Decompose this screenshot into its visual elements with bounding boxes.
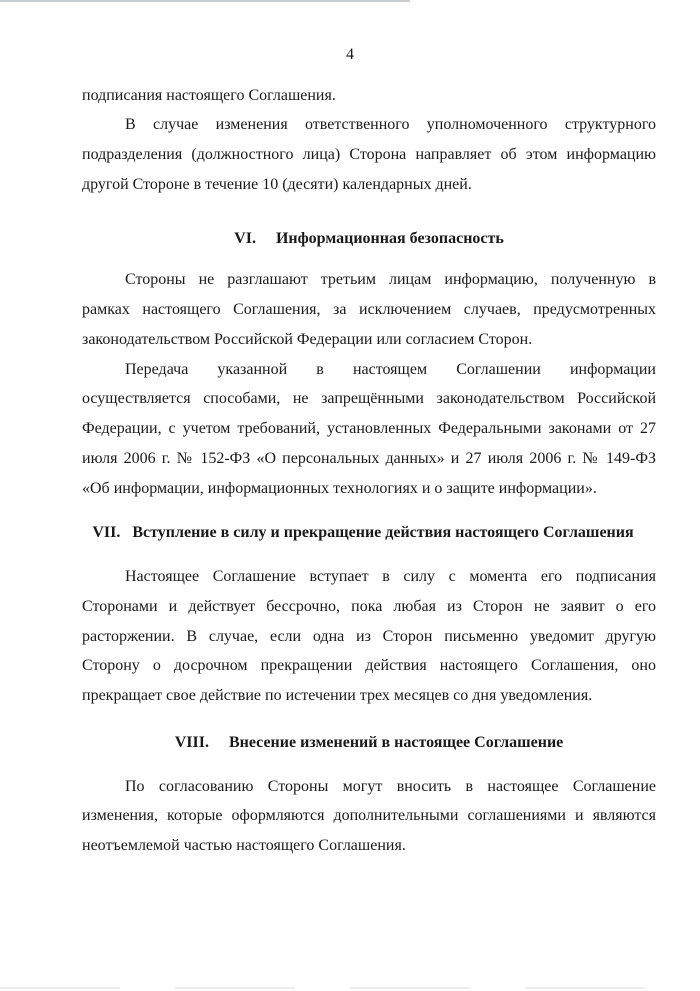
text-line: июля 2006 г. № 152-ФЗ «О персональных данных» и 27 июля 2006 г. № 149-ФЗ bbox=[82, 450, 656, 467]
section-title: Вступление в силу и прекращение действия настоящего Соглашения bbox=[132, 524, 634, 541]
text-line: подписания настоящего Соглашения. bbox=[82, 87, 336, 104]
text-line: изменения, которые оформляются дополнительными соглашениями и являются bbox=[82, 807, 656, 824]
text-line: законодательством Российской Федерации или согласием Сторон. bbox=[82, 331, 533, 348]
text-line: В случае изменения ответственного уполномоченного структурного bbox=[125, 116, 656, 133]
scan-footer-noise bbox=[0, 987, 700, 989]
text-line: подразделения (должностного лица) Сторона направляет об этом информацию bbox=[82, 146, 656, 163]
section-number: VII. bbox=[92, 524, 121, 541]
text-line: Сторону о досрочном прекращении действия настоящего Соглашения, оно bbox=[82, 657, 656, 674]
scan-edge bbox=[0, 0, 410, 2]
section-number: VIII. bbox=[174, 734, 209, 751]
section-heading-6 bbox=[82, 229, 656, 249]
text-line: «Об информации, информационных технологиях и о защите информации». bbox=[82, 480, 597, 497]
section-heading-7 bbox=[70, 523, 656, 543]
text-line: Передача указанной в настоящем Соглашении информации bbox=[125, 361, 656, 378]
text-line: По согласованию Стороны могут вносить в настоящее Соглашение bbox=[125, 778, 656, 795]
text-line: прекращает свое действие по истечении трех месяцев со дня уведомления. bbox=[82, 687, 593, 704]
text-line: рамках настоящего Соглашения, за исключением случаев, предусмотренных bbox=[82, 301, 656, 318]
section-title: Внесение изменений в настоящее Соглашение bbox=[228, 734, 564, 751]
text-line: другой Стороне в течение 10 (десяти) календарных дней. bbox=[82, 176, 472, 193]
text-line: Стороны не разглашают третьим лицам информацию, полученную в bbox=[125, 271, 656, 288]
text-line: Сторонами и действует бессрочно, пока любая из Сторон не заявит о его bbox=[82, 598, 656, 615]
text-line: Настоящее Соглашение вступает в силу с момента его подписания bbox=[125, 568, 656, 585]
text-line: Федерации, с учетом требований, установленных Федеральными законами от 27 bbox=[82, 420, 656, 437]
page-number: 4 bbox=[346, 46, 354, 63]
text-line: неотъемлемой частью настоящего Соглашения. bbox=[82, 837, 406, 854]
section-title: Информационная безопасность bbox=[275, 230, 504, 247]
text-line: осуществляется способами, не запрещёнными законодательством Российской bbox=[82, 390, 656, 407]
section-number: VI. bbox=[234, 230, 256, 247]
text-line: расторжении. В случае, если одна из Сторон письменно уведомит другую bbox=[82, 628, 656, 645]
section-heading-8 bbox=[82, 733, 656, 753]
